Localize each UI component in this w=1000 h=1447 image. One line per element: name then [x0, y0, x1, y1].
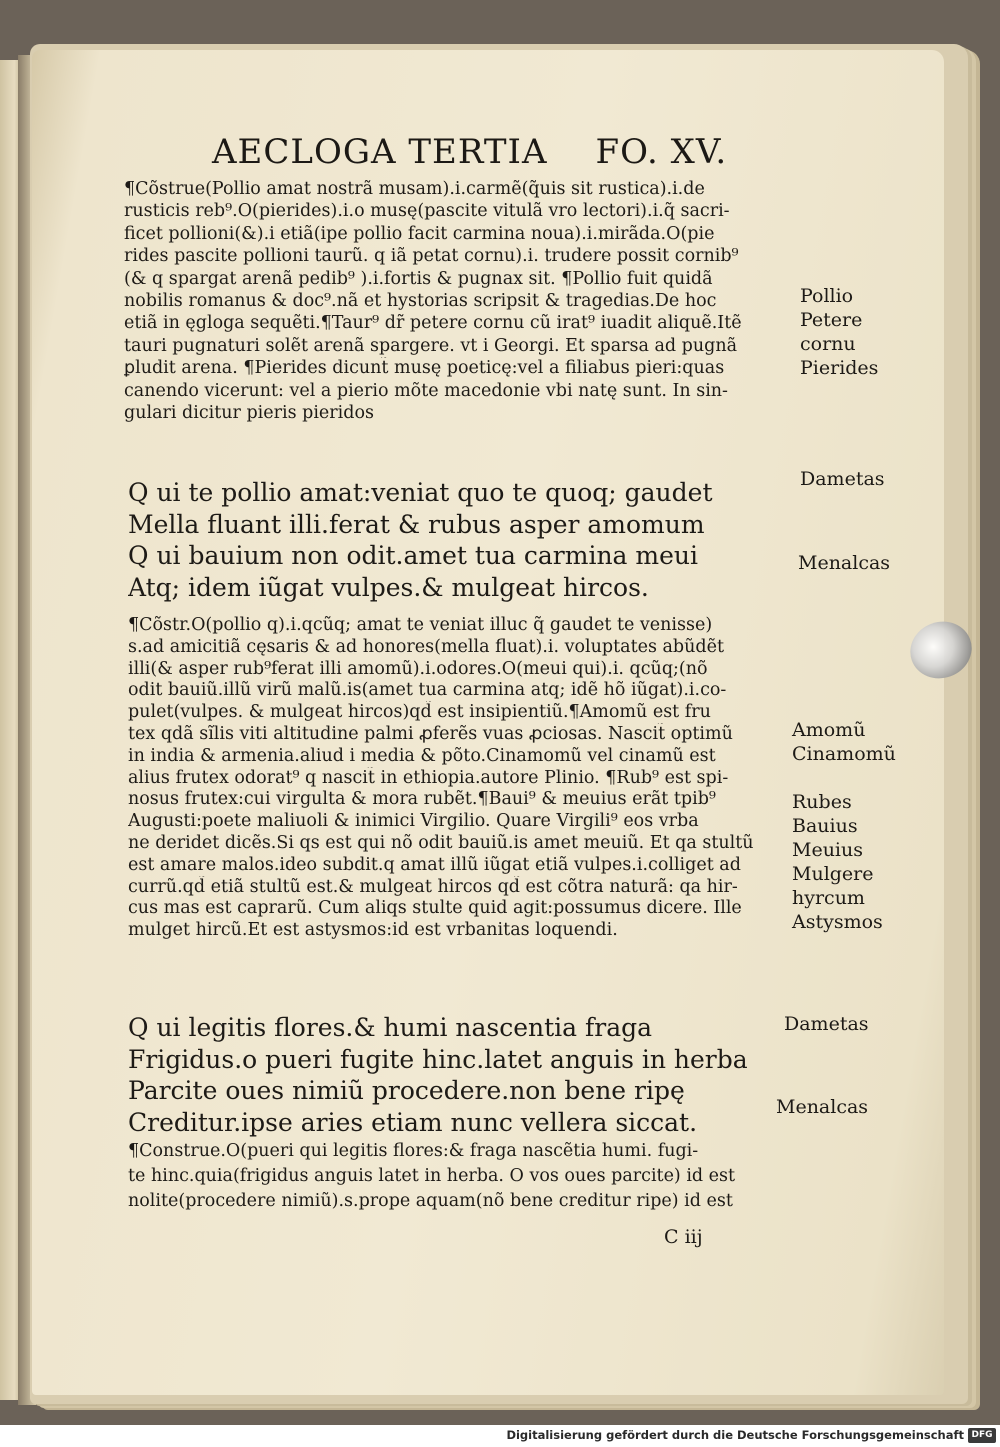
- commentary-line: ¶Cõstrue(Pollio amat nostrã musam).i.carmẽ(q̃uis sit rustica).i.de: [124, 179, 705, 199]
- margin-note: Mulgere: [792, 863, 874, 885]
- commentary-line: etiã in ęgloga sequẽti.¶Taur⁹ dr̃ petere cornu cũ irat⁹ iuadit aliquẽ.Itẽ: [124, 313, 742, 334]
- commentary-line: alius frutex odorat⁹ q nascit̃ in ethiopia.autore Plinio. ¶Rub⁹ est spi-: [128, 767, 729, 788]
- commentary-line: gulari dicitur pieris pieridos: [124, 402, 374, 423]
- verse-block-1: [128, 477, 788, 603]
- footer-bar: [0, 1425, 1000, 1447]
- dfg-logo: DFG: [968, 1428, 996, 1443]
- margin-note: Pollio: [800, 285, 854, 307]
- verse-line: Q ui te pollio amat:veniat quo te quoq; gaudet: [128, 478, 713, 507]
- commentary-line: tauri pugnaturi solẽt arenã spargere. vt i Georgi. Et sparsa ad pugnã: [124, 335, 738, 356]
- commentary-line: ꝑludit arena. ¶Pierides dicunt̃ musę poeticę:vel a filiabus pieri:quas: [124, 358, 725, 379]
- page-header: [212, 132, 772, 176]
- margin-note: Amomũ: [792, 719, 866, 741]
- margin-note: Cinamomũ: [792, 743, 896, 765]
- verse-line: Frigidus.o pueri fugite hinc.latet anguis in herba: [128, 1044, 748, 1074]
- margin-note: Rubes: [792, 791, 852, 813]
- speaker-menalcas-2: Menalcas: [776, 1096, 869, 1118]
- margin-note: Pierides: [800, 357, 879, 379]
- margin-note: Petere: [800, 309, 863, 331]
- commentary-line: est amare malos.ideo subdit.q amat illũ iũgat etiã vulpes.i.colliget ad: [128, 854, 741, 875]
- commentary-block-1: [124, 178, 794, 424]
- commentary-line: illi(& asper rub⁹ferat illi amomũ).i.odores.O(meui qui).i. qcũq;(nõ: [128, 658, 708, 679]
- commentary-line: ficet pollioni(&).i etiã(ipe pollio facit carmina noua).i.mirãda.O(pie: [124, 223, 715, 244]
- verse-line: Creditur.ipse aries etiam nunc vellera siccat.: [128, 1107, 698, 1137]
- folio-number: FO. XV.: [595, 132, 728, 172]
- commentary-line: ¶Construe.O(pueri qui legitis flores:& fraga nascẽtia humi. fugi-: [128, 1141, 699, 1161]
- signature-mark: C iij: [664, 1226, 703, 1248]
- commentary-line: rides pascite pollioni taurũ. q iã petat cornu).i. trudere possit cornib⁹: [124, 246, 739, 267]
- speaker-menalcas-1: Menalcas: [798, 552, 891, 574]
- commentary-line: currũ.qd̃ etiã stultũ est.& mulgeat hircos qd̃ est cõtra naturã: qa hir-: [128, 876, 738, 897]
- commentary-line: cus mas est caprarũ. Cum aliqs stulte quid agit:possumus dicere. Ille: [128, 898, 742, 919]
- commentary-line: mulget hircũ.Et est astysmos:id est vrbanitas loquendi.: [128, 920, 618, 941]
- commentary-line: Augusti:poete maliuoli & inimici Virgilio. Quare Virgili⁹ eos vrba: [128, 811, 699, 832]
- commentary-line: ¶Cõstr.O(pollio q).i.qcũq; amat te veniat illuc q̃ gaudet te venisse): [128, 615, 713, 635]
- verse-line: Parcite oues nimiũ procedere.non bene ripę: [128, 1076, 685, 1105]
- commentary-line: in india & armenia.aliud i media & põto.Cinamomũ vel cinamũ est: [128, 745, 716, 766]
- speaker-dametas-1: Dametas: [800, 468, 885, 490]
- commentary-line: canendo vicerunt: vel a pierio mõte macedonie vbi natę sunt. In sin-: [124, 380, 728, 401]
- margin-note: Meuius: [792, 839, 863, 861]
- commentary-line: tex qdã sĩlis viti altitudine palmi ꝓferẽs vuas ꝓciosas. Nascit̃ optimũ: [128, 723, 733, 744]
- commentary-line: odit bauiũ.illũ virũ malũ.is(amet tua carmina atq; idẽ hõ iũgat).i.co-: [128, 680, 727, 701]
- verse-line: Q ui bauium non odit.amet tua carmina meui: [128, 541, 698, 570]
- commentary-line: rusticis reb⁹.O(pierides).i.o musę(pascite vitulã vro lectori).i.q̃ sacri-: [124, 201, 730, 222]
- commentary-block-3: [128, 1140, 788, 1215]
- verse-line: Q ui legitis flores.& humi nascentia fraga: [128, 1013, 653, 1042]
- verse-block-2: [128, 1012, 788, 1138]
- footer-credit: Digitalisierung gefördert durch die Deutsche Forschungsgemeinschaft: [506, 1428, 964, 1442]
- commentary-line: s.ad amicitiã cęsaris & ad honores(mella fluat).i. voluptates abũdẽt: [128, 636, 724, 657]
- commentary-line: ne deridet dicẽs.Si qs est qui nõ odit bauiũ.is amet meuiũ. Et qa stultũ: [128, 832, 754, 853]
- margin-notes-1: [800, 284, 878, 380]
- verse-line: Mella fluant illi.ferat & rubus asper amomum: [128, 509, 705, 539]
- margin-note: Astysmos: [792, 911, 883, 933]
- margin-notes-2: [792, 718, 896, 934]
- commentary-block-2: [128, 614, 798, 941]
- margin-note: [792, 766, 896, 790]
- commentary-line: nobilis romanus & doc⁹.nã et hystorias scripsit & tragedias.De hoc: [124, 290, 717, 311]
- margin-note: Bauius: [792, 815, 858, 837]
- commentary-line: nosus frutex:cui virgulta & mora rubẽt.¶Baui⁹ & meuius erãt tpib⁹: [128, 789, 716, 810]
- commentary-line: te hinc.quia(frigidus anguis latet in herba. O vos oues parcite) id est: [128, 1166, 736, 1186]
- commentary-line: (& q spargat arenã pedib⁹ ).i.fortis & pugnax sit. ¶Pollio fuit quidã: [124, 268, 713, 289]
- margin-note: cornu: [800, 333, 856, 355]
- commentary-line: nolite(procedere nimiũ).s.prope aquam(nõ bene creditur ripe) id est: [128, 1191, 733, 1211]
- verse-line: Atq; idem iũgat vulpes.& mulgeat hircos.: [128, 572, 649, 602]
- margin-note: hyrcum: [792, 887, 865, 909]
- header-title: AECLOGA TERTIA: [212, 132, 548, 172]
- commentary-line: pulet(vulpes. & mulgeat hircos)qd̃ est insipientiũ.¶Amomũ est fru: [128, 702, 711, 723]
- speaker-dametas-2: Dametas: [784, 1013, 869, 1035]
